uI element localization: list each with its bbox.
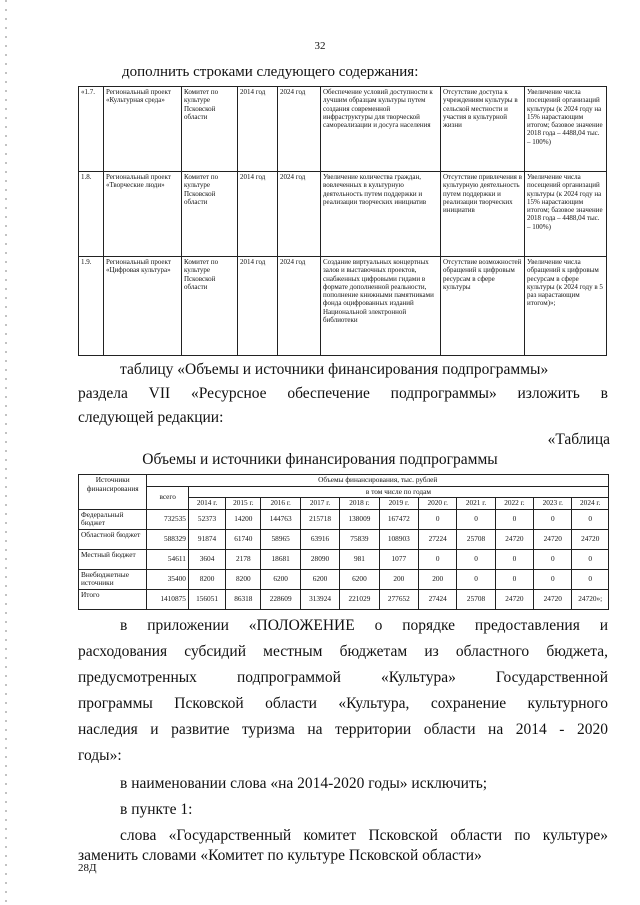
cell-value: 35400 (147, 569, 188, 589)
cell-value: 0 (457, 549, 495, 569)
cell-value: 24720 (534, 529, 572, 549)
table-row (79, 529, 609, 549)
table-row (79, 589, 609, 609)
cell-value: 144763 (261, 509, 300, 529)
project-end: 2024 год (278, 172, 321, 257)
paragraph-line: слова «Государственный комитет Псковской области по культуре» (120, 827, 608, 844)
cell-value: 6200 (300, 569, 339, 589)
paragraph-line: следующей редакции: (78, 409, 224, 426)
row-number: 1.9. (79, 257, 104, 356)
year-header: 2021 г. (457, 498, 495, 510)
project-name: Региональный проект «Творческие люди» (104, 172, 182, 257)
table-row (79, 569, 609, 589)
paragraph-line: расходования субсидий местным бюджетам из областного бюджета, (78, 643, 608, 660)
cell-value: 138009 (340, 509, 379, 529)
cell-value: 2178 (226, 549, 261, 569)
page-number: 32 (314, 40, 326, 52)
cell-value: 14200 (226, 509, 261, 529)
table-row (79, 257, 607, 356)
paragraph-line: в наименовании слова «на 2014-2020 годы» исключить; (120, 775, 488, 792)
cell-value: 86318 (226, 589, 261, 609)
cell-value: 24720 (534, 589, 572, 609)
cell-value: 3604 (188, 549, 225, 569)
cell-value: 0 (572, 509, 609, 529)
project-name: Региональный проект «Цифровая культура» (104, 257, 182, 356)
cell-value: 25708 (457, 589, 495, 609)
cell-value: 28090 (300, 549, 339, 569)
year-header: 2022 г. (495, 498, 533, 510)
project-content: Создание виртуальных концертных залов и выставочных проектов, снабженных цифровыми гидами в формате дополненной реальности, пополнение книжными памятниками фонда оцифрованных изданий Национальной электронной библиотеки (321, 257, 441, 356)
cell-value: 24720»; (572, 589, 609, 609)
cell-value: 0 (572, 549, 609, 569)
table-label: «Таблица (547, 431, 610, 448)
table-row (79, 87, 607, 172)
cell-value: 0 (495, 569, 533, 589)
paragraph-line: программы Псковской области «Культура, сохранение культурного (78, 695, 608, 712)
year-header: 2015 г. (226, 498, 261, 510)
years-header: в том числе по годам (188, 486, 608, 498)
table-title: Объемы и источники финансирования подпрограммы (142, 451, 498, 468)
cell-value: 91874 (188, 529, 225, 549)
project-indicator: Увеличение числа посещений организаций культуры (к 2024 году на 15% нарастающим итогом; базовое значение 2018 года – 4488,04 тыс. – 100%) (525, 87, 607, 172)
cell-value: 27224 (419, 529, 457, 549)
cell-value: 277652 (379, 589, 418, 609)
project-executor: Комитет по культуре Псковской области (182, 257, 238, 356)
cell-value: 313924 (300, 589, 339, 609)
project-consequences: Отсутствие доступа к учреждениям культуры в сельской местности и участия в культурной жизни (441, 87, 525, 172)
finance-table (78, 474, 609, 610)
source-name: Местный бюджет (79, 549, 147, 569)
project-indicator: Увеличение числа посещений организаций культуры (к 2024 году на 15% нарастающим итогом; базовое значение 2018 года – 4488,04 тыс. – 100%) (525, 172, 607, 257)
cell-value: 0 (495, 549, 533, 569)
year-header: 2018 г. (340, 498, 379, 510)
year-header: 2024 г. (572, 498, 609, 510)
year-header: 2017 г. (300, 498, 339, 510)
table-row (79, 509, 609, 529)
cell-value: 228609 (261, 589, 300, 609)
footer-code: 28Д (78, 862, 97, 874)
paragraph-line: в приложении «ПОЛОЖЕНИЕ о порядке предоставления и (120, 617, 608, 634)
total-header: всего (147, 486, 188, 509)
source-name: Внебюджетные источники (79, 569, 147, 589)
paragraph-line: годы»: (78, 747, 122, 764)
project-consequences: Отсутствие возможностей обращений к цифровым ресурсам в сфере культуры (441, 257, 525, 356)
year-header: 2020 г. (419, 498, 457, 510)
year-header: 2023 г. (534, 498, 572, 510)
cell-value: 0 (457, 569, 495, 589)
row-number: 1.8. (79, 172, 104, 257)
volume-header: Объемы финансирования, тыс. рублей (147, 475, 609, 487)
project-executor: Комитет по культуре Псковской области (182, 87, 238, 172)
year-header: 2019 г. (379, 498, 418, 510)
cell-value: 8200 (226, 569, 261, 589)
row-number: «1.7. (79, 87, 104, 172)
cell-value: 167472 (379, 509, 418, 529)
source-name: Итого (79, 589, 147, 609)
cell-value: 58965 (261, 529, 300, 549)
cell-value: 24720 (495, 529, 533, 549)
project-start: 2014 год (238, 172, 278, 257)
cell-value: 588329 (147, 529, 188, 549)
cell-value: 0 (419, 549, 457, 569)
paragraph-line: раздела VII «Ресурсное обеспечение подпрограммы» изложить в (78, 385, 608, 402)
cell-value: 63916 (300, 529, 339, 549)
cell-value: 52373 (188, 509, 225, 529)
cell-value: 200 (419, 569, 457, 589)
cell-value: 25708 (457, 529, 495, 549)
projects-table (78, 86, 607, 356)
cell-value: 981 (340, 549, 379, 569)
source-name: Областной бюджет (79, 529, 147, 549)
paragraph-line: предусмотренных подпрограммой «Культура» Государственной (78, 669, 608, 686)
table-row (79, 172, 607, 257)
cell-value: 0 (534, 569, 572, 589)
cell-value: 0 (495, 509, 533, 529)
cell-value: 18681 (261, 549, 300, 569)
cell-value: 732535 (147, 509, 188, 529)
project-name: Региональный проект «Культурная среда» (104, 87, 182, 172)
table-row (79, 549, 609, 569)
cell-value: 215718 (300, 509, 339, 529)
cell-value: 1410875 (147, 589, 188, 609)
cell-value: 200 (379, 569, 418, 589)
paragraph-line: наследия и развитие туризма на территории области на 2014 - 2020 (78, 721, 608, 738)
source-header: Источники финансирования (79, 475, 147, 510)
cell-value: 0 (534, 509, 572, 529)
cell-value: 1077 (379, 549, 418, 569)
project-start: 2014 год (238, 257, 278, 356)
year-header: 2014 г. (188, 498, 225, 510)
cell-value: 24720 (572, 529, 609, 549)
year-header: 2016 г. (261, 498, 300, 510)
project-end: 2024 год (278, 87, 321, 172)
cell-value: 6200 (340, 569, 379, 589)
cell-value: 24720 (495, 589, 533, 609)
cell-value: 0 (419, 509, 457, 529)
cell-value: 108903 (379, 529, 418, 549)
project-executor: Комитет по культуре Псковской области (182, 172, 238, 257)
source-name: Федеральный бюджет (79, 509, 147, 529)
paragraph-line: в пункте 1: (120, 801, 193, 818)
intro-line: дополнить строками следующего содержания: (122, 64, 419, 80)
cell-value: 61740 (226, 529, 261, 549)
cell-value: 156051 (188, 589, 225, 609)
cell-value: 54611 (147, 549, 188, 569)
cell-value: 27424 (419, 589, 457, 609)
project-consequences: Отсутствие привлечения в культурную деятельность путем поддержки и реализации творческих инициатив (441, 172, 525, 257)
cell-value: 0 (572, 569, 609, 589)
paragraph-line: таблицу «Объемы и источники финансирования подпрограммы» (120, 361, 549, 378)
project-end: 2024 год (278, 257, 321, 356)
project-indicator: Увеличение числа обращений к цифровым ресурсам в сфере культуры (к 2024 году в 5 раз нарастающим итогом)»; (525, 257, 607, 356)
cell-value: 0 (534, 549, 572, 569)
paragraph-line: заменить словами «Комитет по культуре Псковской области» (78, 847, 482, 864)
project-start: 2014 год (238, 87, 278, 172)
project-content: Увеличение количества граждан, вовлеченных в культурную деятельность путем поддержки и реализации творческих инициатив (321, 172, 441, 257)
cell-value: 8200 (188, 569, 225, 589)
cell-value: 6200 (261, 569, 300, 589)
project-content: Обеспечение условий доступности к лучшим образцам культуры путем создания современной инфраструктуры для творческой самореализации и досуга населения (321, 87, 441, 172)
cell-value: 0 (457, 509, 495, 529)
cell-value: 75839 (340, 529, 379, 549)
cell-value: 221029 (340, 589, 379, 609)
